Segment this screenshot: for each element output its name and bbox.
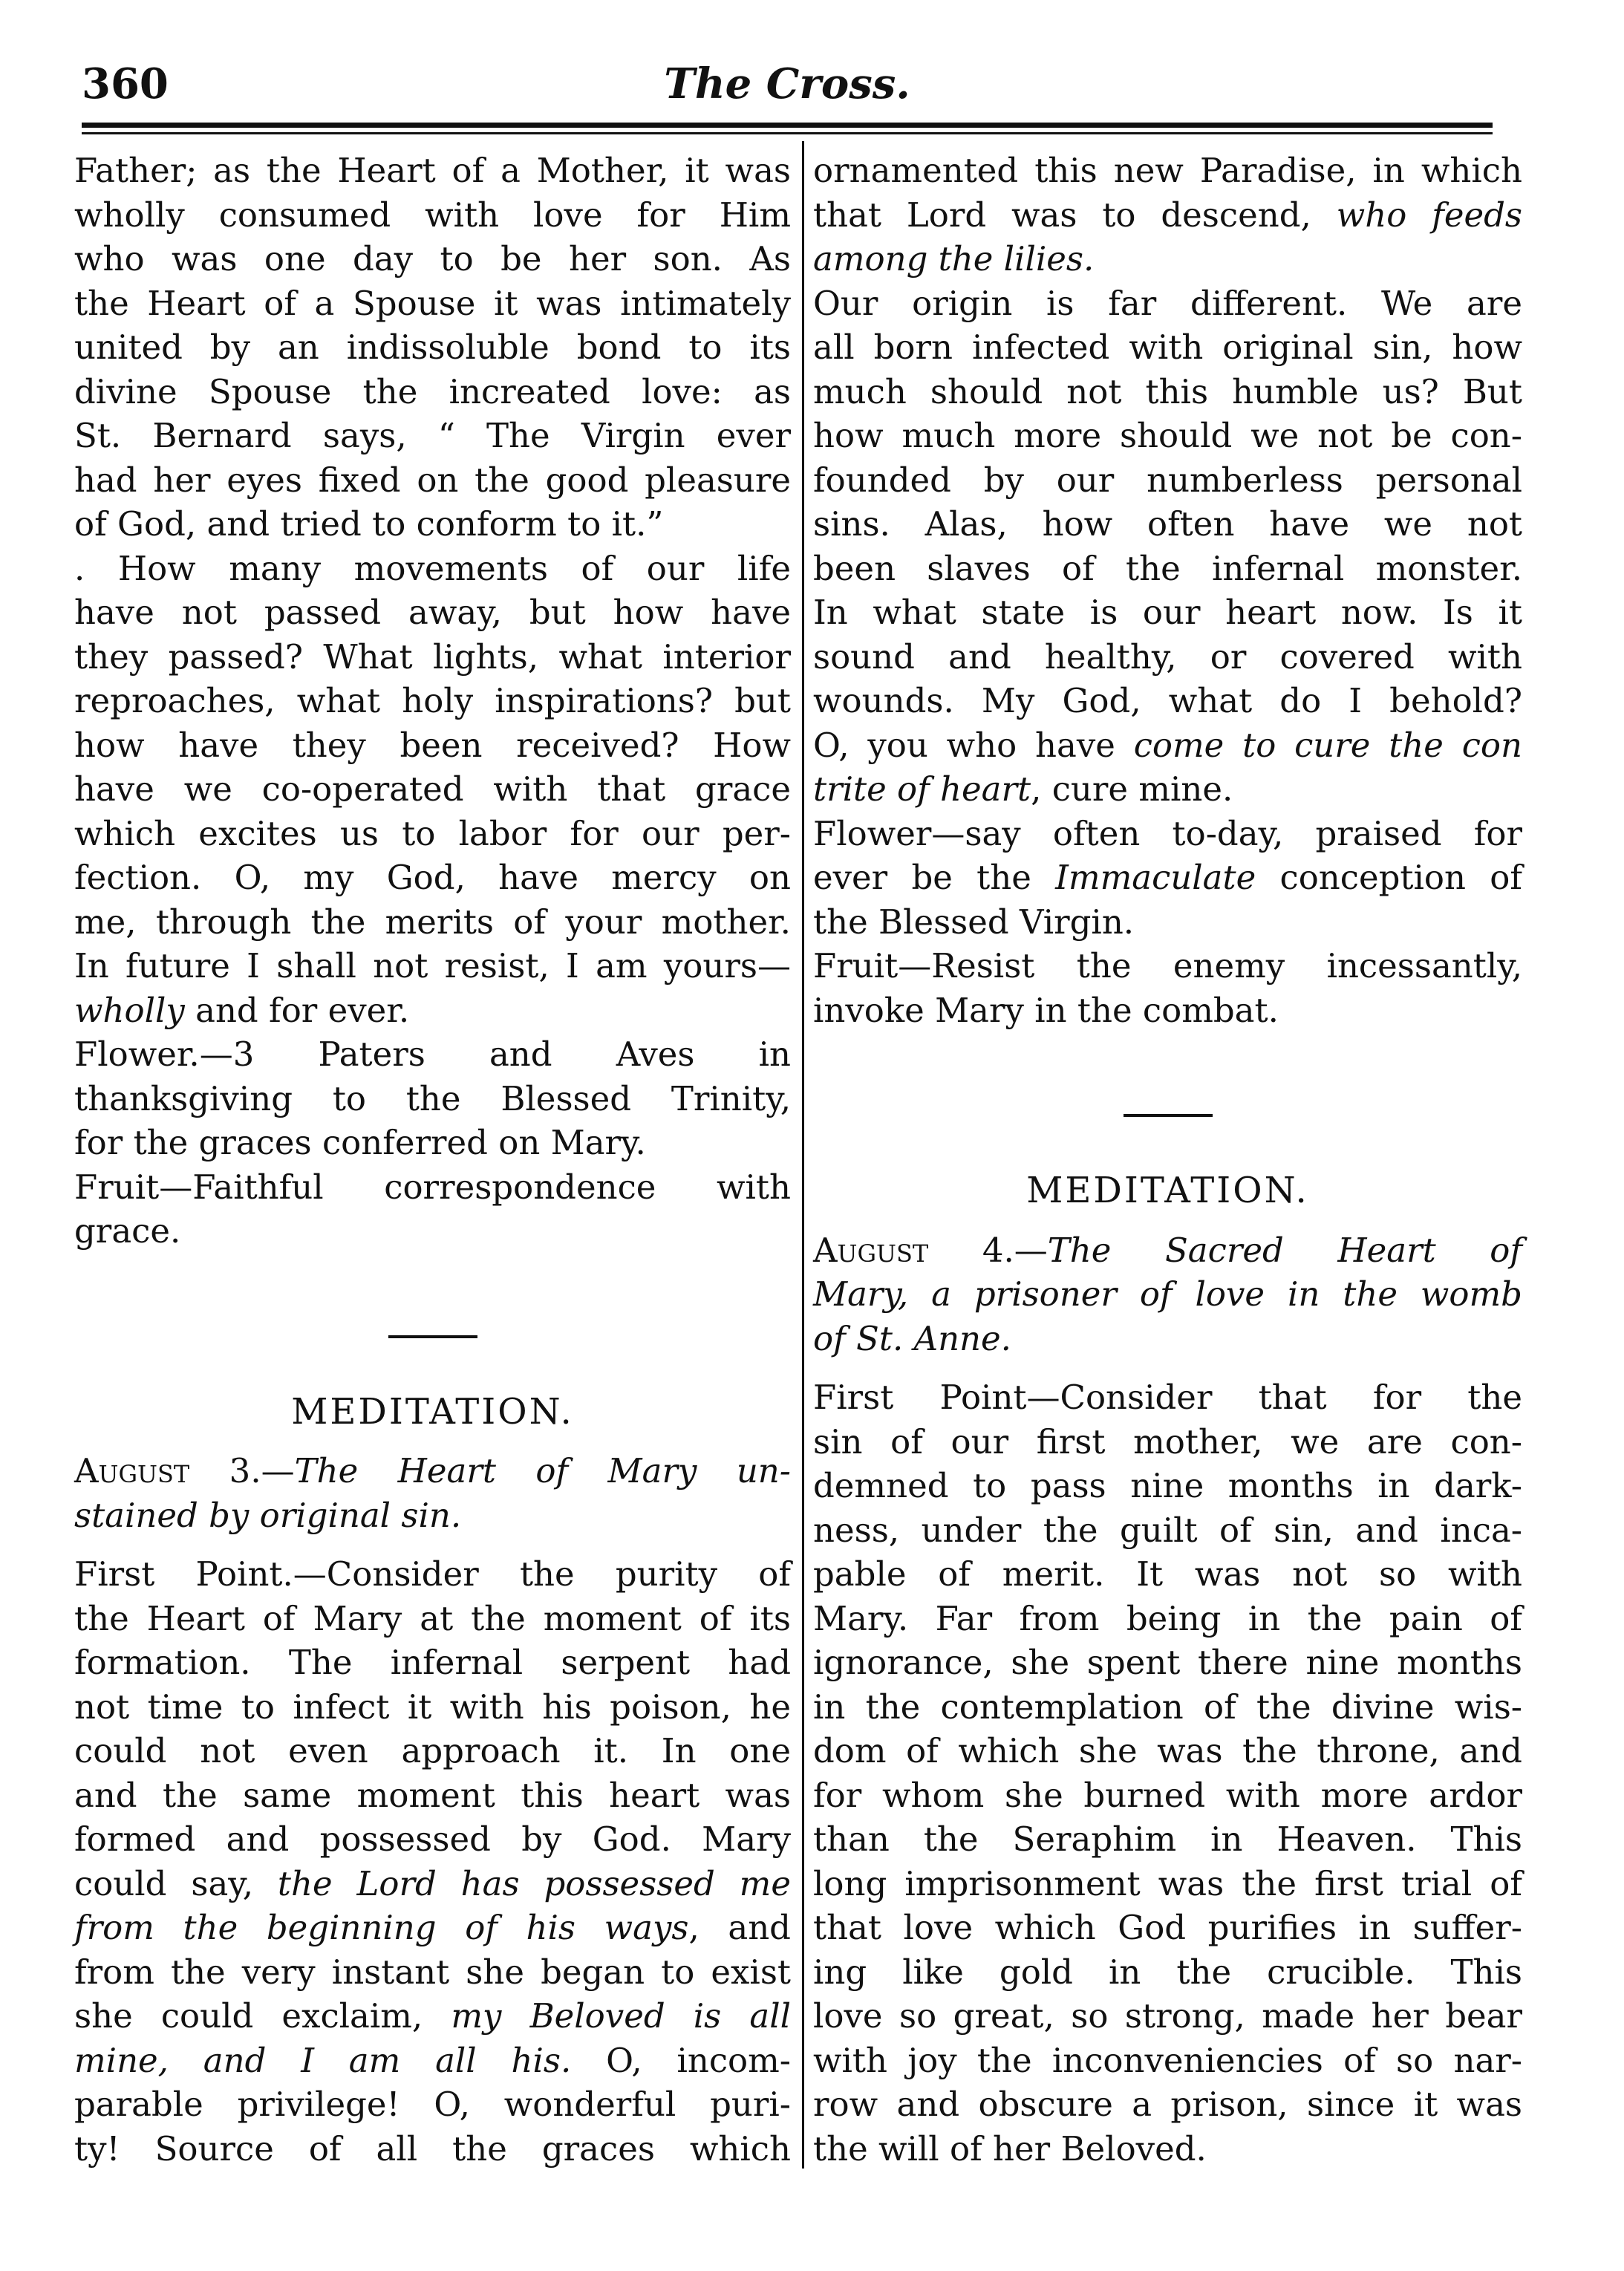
text-line: In future I shall not resist, I am yours—	[74, 946, 791, 985]
text-line: much should not this humble us? But	[813, 371, 1522, 411]
text-line: which excites us to labor for our per-	[74, 813, 791, 853]
running-title: The Cross.	[664, 59, 910, 108]
text-line: ing like gold in the crucible. This	[813, 1952, 1522, 1992]
text-line	[813, 1317, 1522, 1361]
emphasis: among the lilies.	[813, 239, 1095, 278]
text-line: for the graces conferred on Mary.	[74, 1123, 646, 1162]
text-line	[813, 1272, 1522, 1317]
text-line	[74, 2039, 791, 2083]
text-line: ness, under the guilt of sin, and inca-	[813, 1510, 1522, 1550]
emphasis: The Heart of Mary un-	[294, 1451, 791, 1490]
text-line: the Blessed Virgin.	[813, 902, 1135, 942]
text-run: conception of	[1256, 858, 1522, 897]
left-column	[74, 149, 791, 2171]
text-run: O, incom-	[571, 2040, 791, 2080]
left-flower	[74, 1032, 791, 1165]
text-line	[74, 988, 791, 1033]
text-run: O, you who have	[813, 725, 1134, 765]
text-line	[813, 767, 1522, 812]
text-line: of God, and tried to conform to it.”	[74, 504, 664, 544]
text-line: united by an indissoluble bond to its	[74, 328, 791, 367]
text-line: than the Seraphim in Heaven. This	[813, 1819, 1522, 1859]
text-line: long imprisonment was the first trial of	[813, 1863, 1522, 1903]
text-line: wholly consumed with love for Him	[74, 195, 791, 235]
text-line: Flower—say often to-day, praised for	[813, 813, 1522, 853]
column-divider	[802, 141, 804, 2169]
text-line: First Point—Consider that for the	[813, 1378, 1522, 1417]
section-heading: MEDITATION.	[1026, 1170, 1309, 1211]
text-line: that love which God purifies in suffer-	[813, 1908, 1522, 1947]
left-date-title	[74, 1449, 791, 1537]
text-line: founded by our numberless personal	[813, 460, 1522, 500]
text-line: and the same moment this heart was	[74, 1775, 791, 1815]
text-line: sound and healthy, or covered with	[813, 636, 1522, 677]
text-line: not time to infect it with his poison, he	[74, 1687, 791, 1727]
emphasis: The Sacred Heart of	[1047, 1230, 1522, 1270]
text-line	[74, 1906, 791, 1950]
text-run: she could exclaim,	[74, 1996, 451, 2036]
text-line: could not even approach it. In one	[74, 1731, 791, 1770]
spacer	[813, 1117, 1522, 1169]
text-line: have not passed away, but how have	[74, 593, 791, 632]
left-paragraph-2	[74, 547, 791, 1033]
spacer	[74, 1338, 791, 1390]
emphasis: my Beloved is all	[451, 1996, 791, 2036]
text-line: formed and possessed by God. Mary	[74, 1819, 791, 1859]
text-line: reproaches, what holy inspirations? but	[74, 681, 791, 720]
text-line: all born infected with original sin, how	[813, 328, 1522, 367]
page-header	[82, 59, 1493, 119]
text-line	[813, 723, 1522, 768]
text-line: row and obscure a prison, since it was	[813, 2085, 1522, 2124]
text-line: the Heart of Mary at the moment of its	[74, 1598, 791, 1638]
text-line: sins. Alas, how often have we not	[813, 504, 1522, 544]
text-line: me, through the merits of your mother.	[74, 902, 791, 942]
emphasis: of St. Anne.	[813, 1318, 1011, 1358]
text-line: parable privilege! O, wonderful puri-	[74, 2085, 791, 2124]
spacer	[74, 1434, 791, 1449]
left-first-point	[74, 1552, 791, 2171]
spacer	[813, 1213, 1522, 1228]
text-line: ty! Source of all the graces which	[74, 2128, 791, 2169]
text-line: Fruit—Resist the enemy incessantly,	[813, 946, 1522, 985]
text-line: . How many movements of our life	[74, 548, 791, 588]
text-line: the Heart of a Spouse it was intimately	[74, 283, 791, 323]
right-first-point	[813, 1375, 1522, 2171]
text-line: from the very instant she began to exist	[74, 1952, 791, 1992]
header-rule-thin	[82, 132, 1493, 134]
text-run: could say,	[74, 1863, 278, 1903]
text-line	[813, 856, 1522, 900]
text-line: thanksgiving to the Blessed Trinity,	[74, 1078, 791, 1118]
emphasis: the Lord has possessed me	[277, 1863, 791, 1903]
text-line	[74, 1994, 791, 2039]
text-line: for whom she burned with more ardor	[813, 1775, 1522, 1815]
text-line: sin of our first mother, we are con-	[813, 1421, 1522, 1462]
text-line	[813, 193, 1522, 238]
emphasis: who feeds	[1336, 195, 1522, 235]
text-line: invoke Mary in the combat.	[813, 990, 1279, 1030]
text-line: In what state is our heart now. Is it	[813, 593, 1522, 632]
right-column	[813, 149, 1522, 2171]
emphasis: wholly	[74, 990, 185, 1030]
text-line: they passed? What lights, what interior	[74, 636, 791, 677]
text-run: , and	[688, 1908, 791, 1947]
spacer	[74, 1254, 791, 1335]
left-fruit	[74, 1165, 791, 1254]
right-paragraph-2	[813, 281, 1522, 812]
right-flower	[813, 812, 1522, 945]
emphasis: trite of heart	[813, 769, 1031, 809]
header-rule	[82, 123, 1493, 128]
text-line: had her eyes fixed on the good pleasure	[74, 460, 791, 500]
text-line: the will of her Beloved.	[813, 2128, 1207, 2169]
text-line: divine Spouse the increated love: as	[74, 371, 791, 411]
emphasis: come to cure the con	[1133, 725, 1522, 765]
text-line: love so great, so strong, made her bear	[813, 1996, 1522, 2036]
text-line: Our origin is far different. We are	[813, 283, 1522, 323]
text-line	[74, 1449, 791, 1493]
emphasis: from the beginning of his ways	[74, 1908, 689, 1947]
emphasis: mine, and I am all his.	[74, 2040, 572, 2080]
spacer	[813, 1361, 1522, 1375]
text-line: been slaves of the infernal monster.	[813, 548, 1522, 588]
text-line: with joy the inconveniencies of so nar-	[813, 2040, 1522, 2080]
text-line: in the contemplation of the divine wis-	[813, 1687, 1522, 1727]
text-line	[813, 1228, 1522, 1273]
section-heading: MEDITATION.	[291, 1390, 574, 1433]
text-line: St. Bernard says, “ The Virgin ever	[74, 416, 791, 455]
text-line: Father; as the Heart of a Mother, it was	[74, 151, 791, 190]
text-line: formation. The infernal serpent had	[74, 1643, 791, 1682]
spacer	[74, 1537, 791, 1552]
text-run: ever be the	[813, 858, 1056, 897]
emphasis: Immaculate	[1055, 858, 1256, 897]
text-line: pable of merit. It was not so with	[813, 1554, 1522, 1594]
text-line: Flower.—3 Paters and Aves in	[74, 1035, 791, 1074]
right-date-title	[813, 1228, 1522, 1361]
text-run: , cure mine.	[1031, 769, 1233, 809]
text-run: and for ever.	[184, 990, 410, 1030]
text-line: have we co-operated with that grace	[74, 769, 791, 809]
text-line: Mary. Far from being in the pain of	[813, 1598, 1522, 1638]
right-fruit	[813, 944, 1522, 1032]
text-line: grace.	[74, 1211, 181, 1251]
text-run: that Lord was to descend,	[813, 195, 1337, 235]
date-label: August 4.—	[813, 1230, 1048, 1270]
text-line: how have they been received? How	[74, 725, 791, 765]
text-line: demned to pass nine months in dark-	[813, 1466, 1522, 1505]
text-line: fection. O, my God, have mercy on	[74, 858, 791, 897]
emphasis: Mary, a prisoner of love in the womb	[813, 1274, 1522, 1314]
text-line: First Point.—Consider the purity of	[74, 1554, 791, 1594]
page-number: 360	[82, 59, 169, 108]
text-line	[74, 1493, 791, 1538]
text-line: ignorance, she spent there nine months	[813, 1643, 1522, 1682]
date-label: August 3.—	[74, 1451, 295, 1490]
emphasis: stained by original sin.	[74, 1495, 462, 1535]
text-line: dom of which she was the throne, and	[813, 1731, 1522, 1770]
spacer	[813, 1032, 1522, 1114]
text-line: who was one day to be her son. As	[74, 239, 791, 278]
right-paragraph-1	[813, 149, 1522, 281]
text-line: wounds. My God, what do I behold?	[813, 681, 1522, 720]
text-line: Fruit—Faithful correspondence with	[74, 1167, 791, 1207]
text-line: ornamented this new Paradise, in which	[813, 151, 1522, 190]
text-line	[813, 237, 1522, 281]
left-paragraph-1	[74, 149, 791, 547]
text-line: how much more should we not be con-	[813, 416, 1522, 455]
text-line	[74, 1862, 791, 1906]
